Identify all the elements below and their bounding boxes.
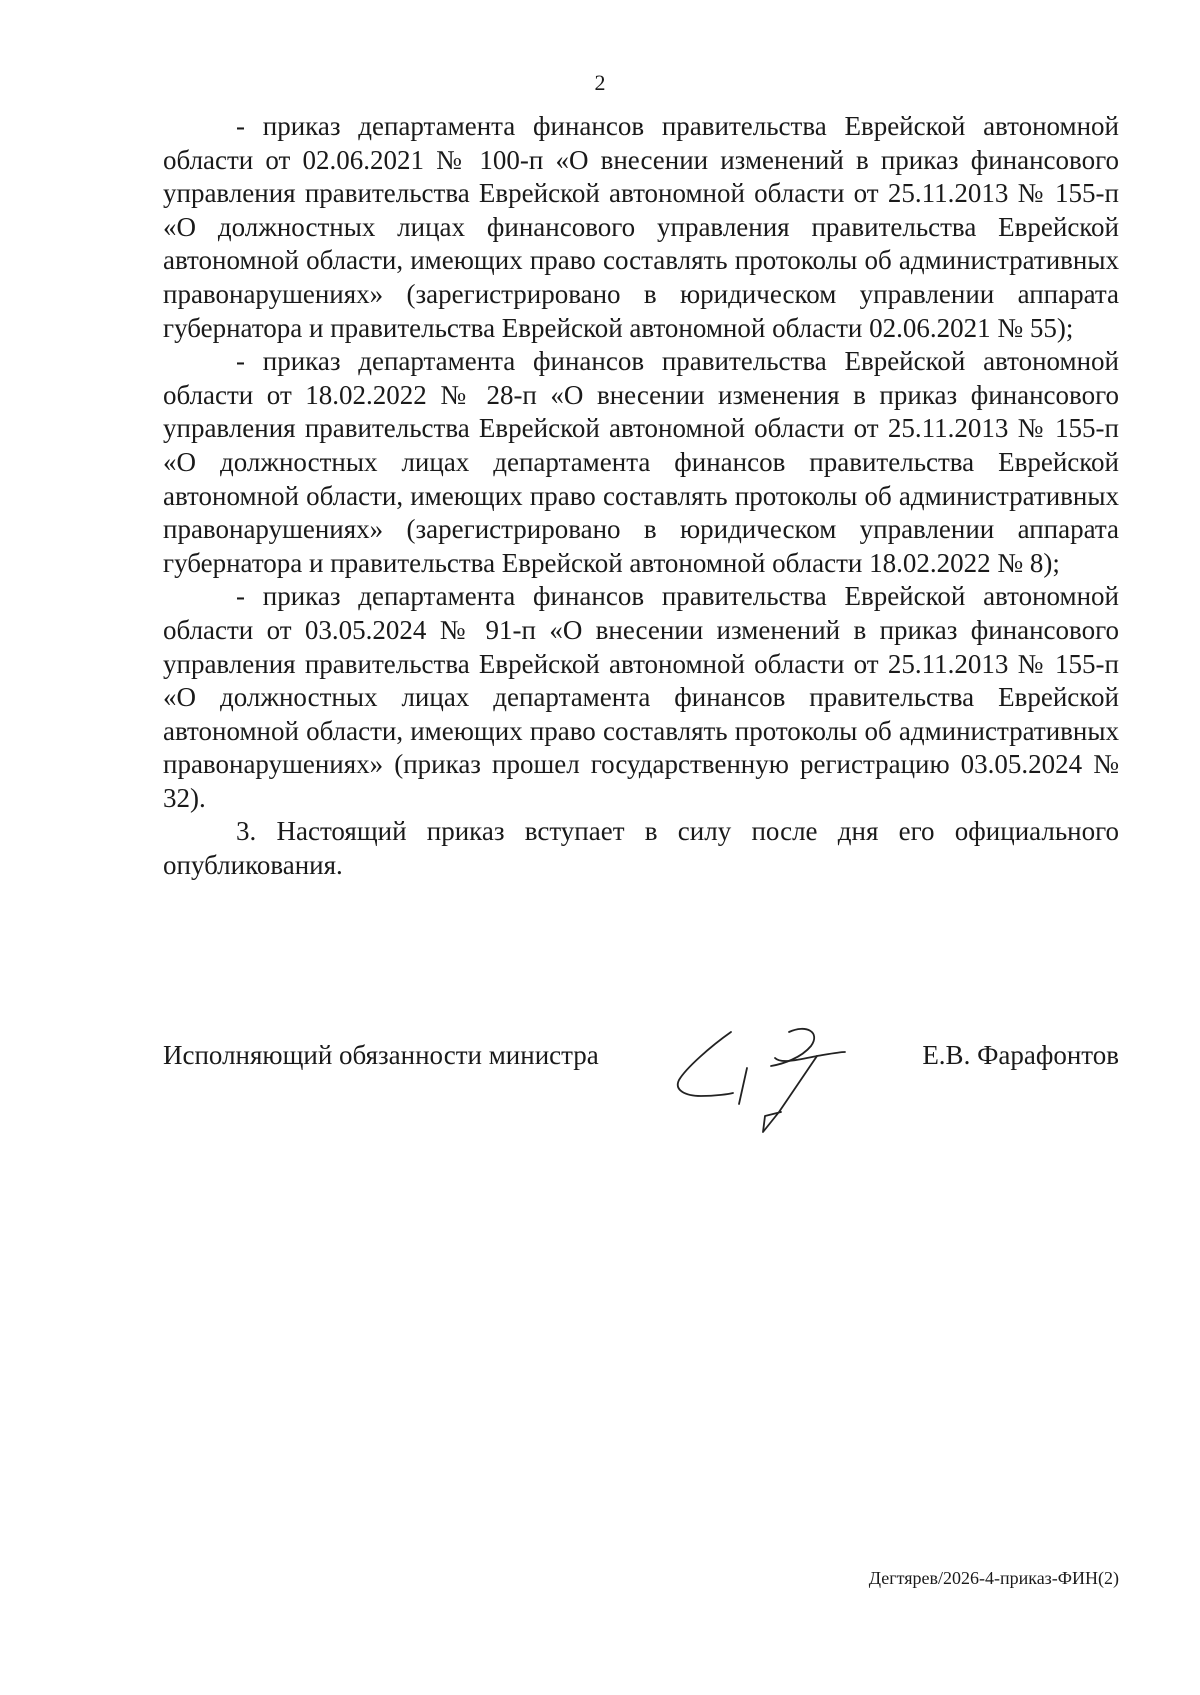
signer-name: Е.В. Фарафонтов (922, 1040, 1119, 1070)
signature-block (163, 1016, 1119, 1136)
handwritten-signature (671, 1016, 851, 1136)
document-body (163, 110, 1119, 883)
paragraph-order-2021: - приказ департамента финансов правительства Еврейской автономной области от 02.06.2021 № 100-п «О внесении изменений в приказ финансового управления правительства Еврейской автономной области от 25.11.2013 № 155-п «О должностных лицах финансового управления правительства Еврейской автономной области, имеющих право составлять протоколы об административных правонарушениях» (зарегистрировано в юридическом управлении аппарата губернатора и правительства Еврейской автономной области 02.06.2021 № 55); (163, 111, 1119, 343)
paragraph-effective-date: 3. Настоящий приказ вступает в силу после дня его официального опубликования. (163, 816, 1119, 881)
paragraph-order-2024: - приказ департамента финансов правительства Еврейской автономной области от 03.05.2024 № 91-п «О внесении изменений в приказ финансового управления правительства Еврейской автономной области от 25.11.2013 № 155-п «О должностных лицах департамента финансов правительства Еврейской автономной области, имеющих право составлять протоколы об административных правонарушениях» (приказ прошел государственную регистрацию 03.05.2024 № 32). (163, 581, 1119, 813)
signer-title: Исполняющий обязанности министра (163, 1040, 599, 1070)
document-reference: Дегтярев/2026-4-приказ-ФИН(2) (868, 1568, 1119, 1588)
paragraph-order-2022: - приказ департамента финансов правительства Еврейской автономной области от 18.02.2022 № 28-п «О внесении изменения в приказ финансового управления правительства Еврейской автономной области от 25.11.2013 № 155-п «О должностных лицах департамента финансов правительства Еврейской автономной области, имеющих право составлять протоколы об административных правонарушениях» (зарегистрировано в юридическом управлении аппарата губернатора и правительства Еврейской автономной области 18.02.2022 № 8); (163, 346, 1119, 578)
page-number: 2 (594, 70, 606, 95)
